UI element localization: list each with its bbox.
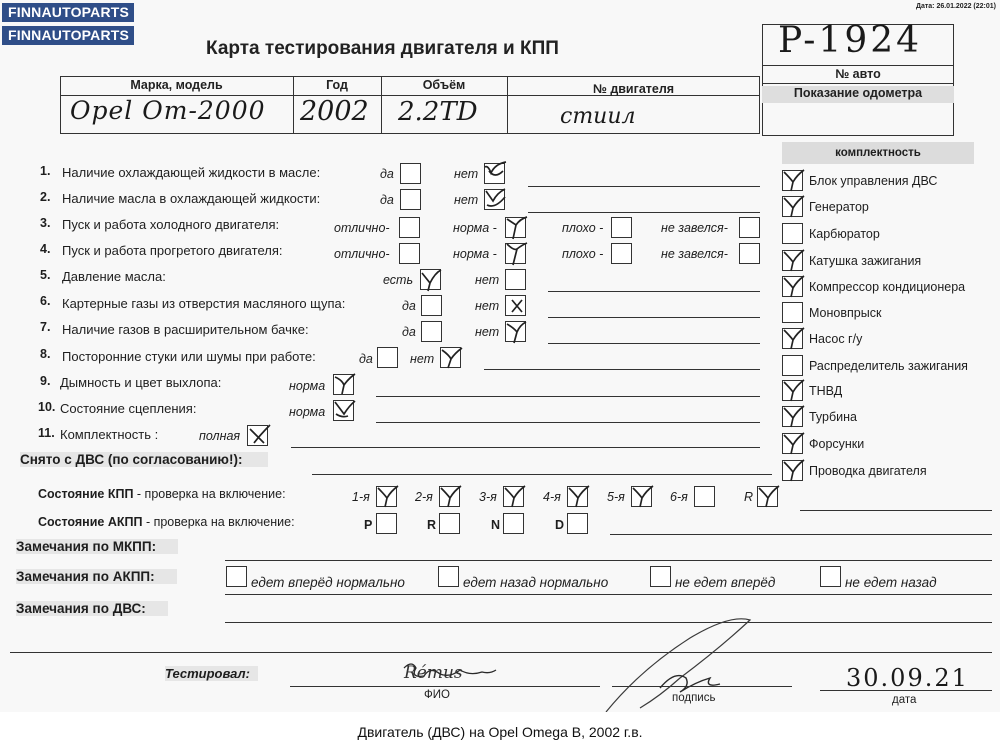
q4-excellent-checkbox[interactable] bbox=[399, 243, 420, 264]
kpp-gear-checkbox-2[interactable] bbox=[439, 486, 460, 507]
removed-line bbox=[312, 474, 772, 475]
check-mark-icon bbox=[781, 458, 807, 486]
akpp-label bbox=[38, 515, 295, 529]
kit-checkbox-9[interactable] bbox=[782, 380, 803, 401]
q6-no-checkbox[interactable] bbox=[505, 295, 526, 316]
q2-number: 2. bbox=[40, 190, 51, 204]
watermark-logo-second: FINNAUTOPARTS bbox=[2, 26, 134, 45]
q10-normal-checkbox[interactable] bbox=[333, 400, 354, 421]
tested-label: Тестировал: bbox=[165, 666, 258, 681]
check-mark-icon bbox=[781, 274, 807, 302]
q11-text: Комплектность : bbox=[60, 427, 159, 442]
kit-checkbox-3[interactable] bbox=[782, 223, 803, 244]
kpp-gear-checkbox-5[interactable] bbox=[631, 486, 652, 507]
kpp-gear-checkbox-1[interactable] bbox=[376, 486, 397, 507]
fio-label: ФИО bbox=[424, 689, 450, 701]
kpp-label-rest: - проверка на включение: bbox=[133, 487, 286, 501]
kit-item-6: Моновпрыск bbox=[809, 306, 882, 320]
q1-number: 1. bbox=[40, 164, 51, 178]
q7-text: Наличие газов в расширительном бачке: bbox=[62, 322, 309, 337]
kit-item-2: Генератор bbox=[809, 200, 869, 214]
image-caption: Двигатель (ДВС) на Opel Omega B, 2002 г.в. bbox=[0, 712, 1000, 750]
q11-number: 11. bbox=[38, 426, 55, 440]
check-mark-icon bbox=[781, 326, 807, 354]
volume-label: Объём bbox=[422, 78, 466, 92]
check-mark-icon bbox=[419, 267, 445, 295]
check-mark-icon bbox=[781, 404, 807, 432]
akpp-remark-label-1: едет вперёд нормально bbox=[251, 575, 405, 590]
kpp-line bbox=[800, 510, 992, 511]
remarks-extra-line bbox=[10, 652, 992, 653]
q9-text: Дымность и цвет выхлопа: bbox=[60, 375, 222, 390]
q3-bad-checkbox[interactable] bbox=[611, 217, 632, 238]
akpp-remark-checkbox-2[interactable] bbox=[438, 566, 459, 587]
tester-signature: Rémus bbox=[404, 663, 463, 683]
check-mark-icon bbox=[630, 484, 656, 512]
q10-opt-normal: норма bbox=[289, 405, 326, 419]
akpp-label-bold: Состояние АКПП bbox=[38, 515, 143, 529]
watermark-logo: FINNAUTOPARTS bbox=[2, 3, 134, 22]
akpp-gear-label-1: P bbox=[364, 518, 373, 532]
check-mark-icon bbox=[781, 194, 807, 222]
engine-number-value: стиил bbox=[560, 104, 636, 129]
q5-no-checkbox[interactable] bbox=[505, 269, 526, 290]
q6-number: 6. bbox=[40, 294, 51, 308]
q7-line bbox=[548, 343, 760, 344]
engine-number-label: № двигателя bbox=[592, 82, 675, 96]
q8-number: 8. bbox=[40, 347, 51, 361]
kit-item-3: Карбюратор bbox=[809, 227, 880, 241]
q9-normal-checkbox[interactable] bbox=[333, 374, 354, 395]
tester-signature-scribble bbox=[400, 658, 500, 688]
q2-yes-checkbox[interactable] bbox=[400, 189, 421, 210]
q7-opt-no: нет bbox=[475, 325, 500, 339]
brand-model-value: Opel Om-2000 bbox=[70, 96, 266, 125]
kpp-gear-label-3: 3-я bbox=[479, 490, 497, 504]
check-mark-icon bbox=[332, 372, 358, 400]
check-mark-icon bbox=[246, 423, 272, 451]
q3-opt-not-started: не завелся- bbox=[661, 221, 728, 235]
year-value: 2002 bbox=[300, 96, 369, 127]
kpp-gear-label-2: 2-я bbox=[415, 490, 433, 504]
remarks-dvs-label: Замечания по ДВС: bbox=[16, 601, 168, 616]
akpp-remark-checkbox-4[interactable] bbox=[820, 566, 841, 587]
kit-item-4: Катушка зажигания bbox=[809, 254, 922, 268]
kit-item-8: Распределитель зажигания bbox=[809, 359, 968, 373]
q11-opt-full: полная bbox=[199, 429, 241, 443]
signature-scribble bbox=[600, 608, 780, 712]
check-mark-icon bbox=[781, 248, 807, 276]
kpp-gear-checkbox-3[interactable] bbox=[503, 486, 524, 507]
q4-opt-normal: норма - bbox=[453, 247, 497, 261]
q10-text: Состояние сцепления: bbox=[60, 401, 197, 416]
check-mark-icon bbox=[483, 187, 509, 215]
kit-checkbox-1[interactable] bbox=[782, 170, 803, 191]
check-mark-icon bbox=[375, 484, 401, 512]
q7-yes-checkbox[interactable] bbox=[421, 321, 442, 342]
q1-opt-no: нет bbox=[454, 167, 479, 181]
q11-full-checkbox[interactable] bbox=[247, 425, 268, 446]
akpp-remark-label-2: едет назад нормально bbox=[463, 575, 609, 590]
q3-text: Пуск и работа холодного двигателя: bbox=[62, 217, 280, 232]
volume-value: 2.2TD bbox=[398, 97, 478, 127]
check-mark-icon bbox=[502, 484, 528, 512]
kpp-label-bold: Состояние КПП bbox=[38, 487, 134, 501]
q8-no-checkbox[interactable] bbox=[440, 347, 461, 368]
q3-opt-bad: плохо - bbox=[562, 221, 604, 235]
page-title: Карта тестирования двигателя и КПП bbox=[206, 38, 559, 59]
q7-no-checkbox[interactable] bbox=[505, 321, 526, 342]
q5-opt-no: нет bbox=[475, 273, 500, 287]
check-mark-icon bbox=[781, 431, 807, 459]
akpp-remark-checkbox-1[interactable] bbox=[226, 566, 247, 587]
signature-label: подпись bbox=[672, 692, 716, 704]
q11-line bbox=[291, 447, 760, 448]
remarks-akpp-line bbox=[225, 594, 992, 595]
q6-yes-checkbox[interactable] bbox=[421, 295, 442, 316]
q5-text: Давление масла: bbox=[62, 269, 166, 284]
kit-header: комплектность bbox=[782, 142, 974, 164]
q4-opt-excellent: отлично- bbox=[334, 247, 390, 261]
q5-opt-yes: есть bbox=[383, 273, 414, 287]
q4-bad-checkbox[interactable] bbox=[611, 243, 632, 264]
akpp-gear-label-3: N bbox=[491, 518, 501, 532]
kit-checkbox-5[interactable] bbox=[782, 276, 803, 297]
q2-line bbox=[528, 212, 760, 213]
akpp-gear-checkbox-3[interactable] bbox=[503, 513, 524, 534]
q1-text: Наличие охлаждающей жидкости в масле: bbox=[62, 165, 321, 180]
akpp-line bbox=[610, 534, 992, 535]
q8-yes-checkbox[interactable] bbox=[377, 347, 398, 368]
q4-opt-not-started: не завелся- bbox=[661, 247, 728, 261]
q4-normal-checkbox[interactable] bbox=[505, 243, 526, 264]
q9-opt-normal: норма bbox=[289, 379, 326, 393]
year-label: Год bbox=[326, 78, 348, 92]
kit-item-7: Насос г/у bbox=[809, 332, 863, 346]
q10-line bbox=[376, 422, 760, 423]
q10-number: 10. bbox=[38, 400, 56, 414]
kit-item-11: Форсунки bbox=[809, 437, 865, 451]
remarks-akpp-label: Замечания по АКПП: bbox=[16, 569, 177, 584]
q4-opt-bad: плохо - bbox=[562, 247, 604, 261]
kit-checkbox-8[interactable] bbox=[782, 355, 803, 376]
remarks-mkpp-label: Замечания по МКПП: bbox=[16, 539, 178, 554]
date-value: 30.09.21 bbox=[846, 664, 969, 692]
q8-opt-no: нет bbox=[410, 352, 435, 366]
check-mark-icon bbox=[566, 484, 592, 512]
auto-number-label: № авто bbox=[835, 67, 881, 81]
q3-opt-normal: норма - bbox=[453, 221, 497, 235]
q9-number: 9. bbox=[40, 374, 51, 388]
kit-checkbox-6[interactable] bbox=[782, 302, 803, 323]
q4-text: Пуск и работа прогретого двигателя: bbox=[62, 243, 283, 258]
kit-item-12: Проводка двигателя bbox=[809, 464, 927, 478]
q2-opt-no: нет bbox=[454, 193, 479, 207]
remarks-mkpp-line bbox=[225, 560, 992, 561]
check-mark-icon bbox=[332, 398, 358, 426]
q1-opt-yes: да bbox=[380, 167, 394, 181]
kpp-gear-label-6: 6-я bbox=[670, 490, 688, 504]
kit-checkbox-2[interactable] bbox=[782, 196, 803, 217]
q8-line bbox=[484, 369, 760, 370]
q5-number: 5. bbox=[40, 268, 51, 282]
kpp-gear-checkbox-6[interactable] bbox=[694, 486, 715, 507]
q9-line bbox=[376, 396, 760, 397]
kpp-gear-label-5: 5-я bbox=[607, 490, 625, 504]
q1-yes-checkbox[interactable] bbox=[400, 163, 421, 184]
auto-number-row-line bbox=[762, 65, 954, 66]
removed-label: Снято с ДВС (по согласованию!): bbox=[20, 452, 268, 467]
akpp-gear-checkbox-4[interactable] bbox=[567, 513, 588, 534]
date-label: дата bbox=[892, 694, 917, 706]
kpp-gear-label-4: 4-я bbox=[543, 490, 561, 504]
check-mark-icon bbox=[756, 484, 782, 512]
odometer-row-line bbox=[762, 83, 954, 84]
q5-yes-checkbox[interactable] bbox=[420, 269, 441, 290]
q1-line bbox=[528, 186, 760, 187]
akpp-remark-checkbox-3[interactable] bbox=[650, 566, 671, 587]
kit-checkbox-11[interactable] bbox=[782, 433, 803, 454]
q2-opt-yes: да bbox=[380, 193, 394, 207]
date-stamp: Дата: 26.01.2022 (22:01) bbox=[915, 3, 996, 10]
kpp-gear-checkbox-4[interactable] bbox=[567, 486, 588, 507]
check-mark-icon bbox=[781, 378, 807, 406]
q8-text: Посторонние стуки или шумы при работе: bbox=[62, 349, 316, 364]
akpp-gear-label-4: D bbox=[555, 518, 565, 532]
kit-item-1: Блок управления ДВС bbox=[809, 174, 938, 188]
akpp-gear-checkbox-2[interactable] bbox=[439, 513, 460, 534]
q4-number: 4. bbox=[40, 242, 51, 256]
q3-number: 3. bbox=[40, 216, 51, 230]
check-mark-icon bbox=[438, 484, 464, 512]
check-mark-icon bbox=[504, 215, 530, 243]
q3-not-started-checkbox[interactable] bbox=[739, 217, 760, 238]
akpp-label-rest: - проверка на включение: bbox=[142, 515, 295, 529]
brand-label: Марка, модель bbox=[130, 78, 223, 92]
q6-opt-yes: да bbox=[402, 299, 416, 313]
kpp-label bbox=[38, 487, 286, 501]
check-mark-icon bbox=[504, 319, 530, 347]
q8-opt-yes: да bbox=[359, 352, 373, 366]
akpp-remark-label-4: не едет назад bbox=[845, 575, 937, 590]
kit-item-5: Компрессор кондиционера bbox=[809, 280, 966, 294]
q3-excellent-checkbox[interactable] bbox=[399, 217, 420, 238]
q2-no-checkbox[interactable] bbox=[484, 189, 505, 210]
auto-number-value: P-1924 bbox=[778, 20, 923, 61]
kit-checkbox-12[interactable] bbox=[782, 460, 803, 481]
kit-item-10: Турбина bbox=[809, 410, 857, 424]
kit-checkbox-4[interactable] bbox=[782, 250, 803, 271]
q2-text: Наличие масла в охлаждающей жидкости: bbox=[62, 191, 321, 206]
kpp-gear-label-7: R bbox=[744, 490, 754, 504]
kit-item-9: ТНВД bbox=[809, 384, 843, 398]
check-mark-icon bbox=[504, 241, 530, 269]
akpp-remark-label-3: не едет вперёд bbox=[675, 575, 776, 590]
q4-not-started-checkbox[interactable] bbox=[739, 243, 760, 264]
check-mark-icon bbox=[781, 168, 807, 196]
odometer-label: Показание одометра bbox=[762, 86, 954, 103]
akpp-gear-label-2: R bbox=[427, 518, 437, 532]
kit-checkbox-10[interactable] bbox=[782, 406, 803, 427]
check-mark-icon bbox=[483, 161, 509, 189]
q5-line bbox=[548, 291, 760, 292]
check-mark-icon bbox=[439, 345, 465, 373]
q6-text: Картерные газы из отверстия масляного щупа: bbox=[62, 296, 346, 311]
kpp-gear-label-1: 1-я bbox=[352, 490, 370, 504]
kpp-gear-checkbox-7[interactable] bbox=[757, 486, 778, 507]
q1-no-checkbox[interactable] bbox=[484, 163, 505, 184]
kit-checkbox-7[interactable] bbox=[782, 328, 803, 349]
q6-opt-no: нет bbox=[475, 299, 500, 313]
akpp-gear-checkbox-1[interactable] bbox=[376, 513, 397, 534]
q7-opt-yes: да bbox=[402, 325, 416, 339]
q6-line bbox=[548, 317, 760, 318]
check-mark-icon bbox=[504, 293, 530, 321]
q3-opt-excellent: отлично- bbox=[334, 221, 390, 235]
q7-number: 7. bbox=[40, 320, 51, 334]
q3-normal-checkbox[interactable] bbox=[505, 217, 526, 238]
